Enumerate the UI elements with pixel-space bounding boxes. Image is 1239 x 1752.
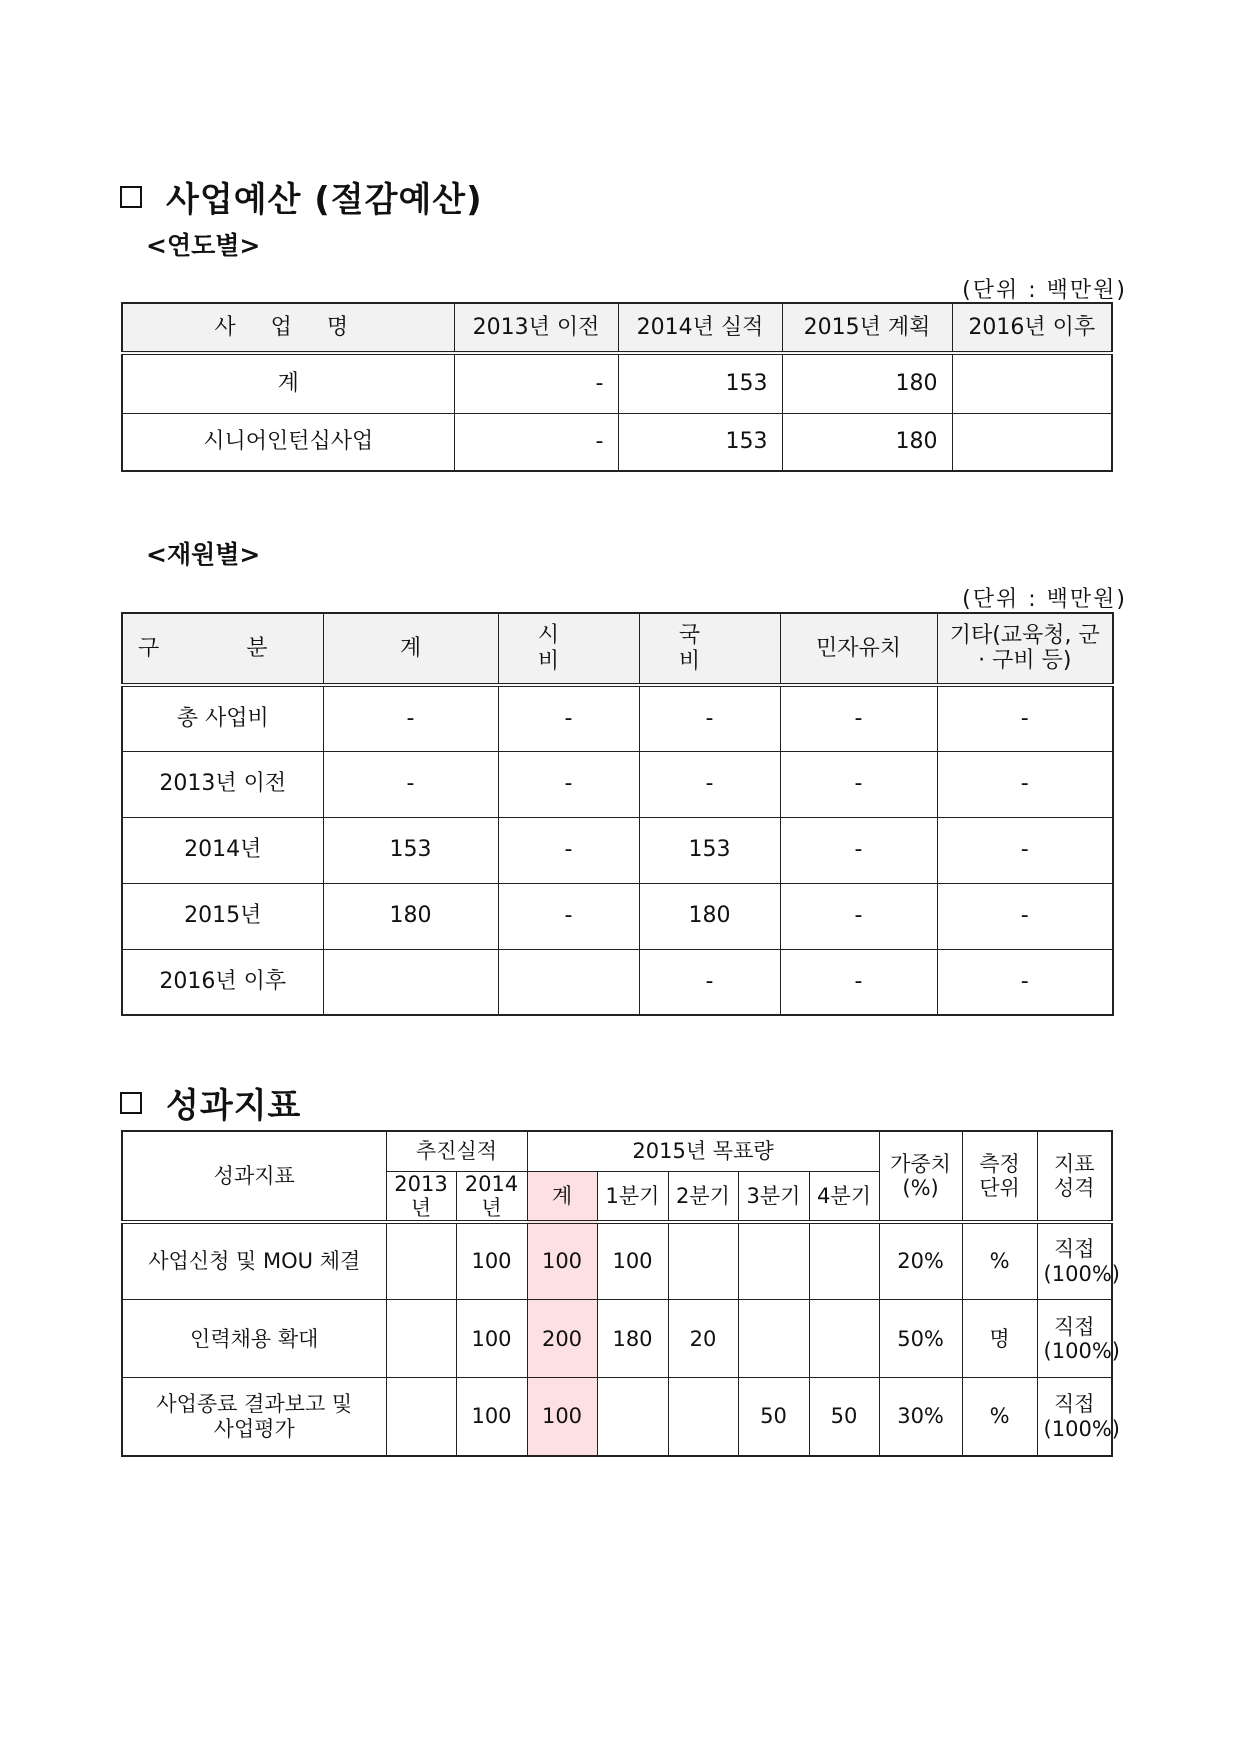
value-cell [386,1378,456,1456]
indicator-name: 사업신청 및 MOU 체결 [122,1222,386,1300]
value-cell: 100 [597,1222,668,1300]
value-cell: 20 [668,1300,738,1378]
budget-section-title [120,172,483,221]
header-cell: 민자유치 [780,613,937,685]
value-cell: 100 [527,1378,597,1456]
header-cell: 사 업 명 [122,303,454,353]
nature-label: 직접 [1054,1314,1095,1339]
value-cell: - [937,685,1113,751]
value-cell: 50 [738,1378,809,1456]
table-row [122,883,1113,949]
row-label: 2014년 [122,817,323,883]
nature-cell [1037,1378,1120,1456]
header-cell: 시 비 [498,613,639,685]
checkbox-square-icon [120,186,142,208]
row-label: 2013년 이전 [122,751,323,817]
value-cell: 153 [323,817,498,883]
value-cell: - [639,949,780,1015]
header-cell: 계 [527,1171,597,1222]
by-source-header-row [122,613,1113,685]
nature-cell [1037,1300,1120,1378]
value-cell [668,1222,738,1300]
indicator-name: 사업종료 결과보고 및 사업평가 [122,1378,386,1456]
value-cell: 100 [527,1222,597,1300]
value-cell: 180 [639,883,780,949]
header-cell: 측정 단위 [962,1131,1037,1222]
header-cell: 2013년 [386,1171,456,1222]
row-label: 2015년 [122,883,323,949]
value-cell: - [498,685,639,751]
header-cell: 1분기 [597,1171,668,1222]
value-cell: 100 [456,1300,527,1378]
table-row [122,817,1113,883]
value-cell: 50 [809,1378,879,1456]
table-row [122,353,1112,413]
value-cell [386,1222,456,1300]
by-source-table [121,612,1114,1016]
value-cell: 180 [782,413,952,471]
value-cell: - [323,685,498,751]
row-label: 2016년 이후 [122,949,323,1015]
value-cell: - [780,751,937,817]
header-cell: 국 비 [639,613,780,685]
value-cell [323,949,498,1015]
value-cell: - [937,751,1113,817]
table-row [122,1378,1112,1456]
header-cell: 지표 성격 [1037,1131,1112,1222]
value-cell [597,1378,668,1456]
table-row [122,949,1113,1015]
value-cell: - [780,817,937,883]
value-cell: - [780,685,937,751]
nature-percent: (100%) [1043,1338,1120,1363]
header-cell: 기타(교육청, 군 · 구비 등) [937,613,1113,685]
nature-percent: (100%) [1043,1416,1120,1441]
value-cell: 명 [962,1300,1037,1378]
header-cell: 2분기 [668,1171,738,1222]
row-label: 총 사업비 [122,685,323,751]
performance-header-row-1 [122,1131,1112,1171]
value-cell [952,353,1112,413]
header-cell: 2014년 실적 [618,303,782,353]
header-cell: 3분기 [738,1171,809,1222]
value-cell [498,949,639,1015]
by-year-unit: (단위 : 백만원) [962,278,1127,303]
table-row [122,685,1113,751]
performance-table [121,1130,1120,1457]
header-cell: 구 분 [122,613,323,685]
value-cell: - [498,883,639,949]
value-cell: - [639,685,780,751]
value-cell: 100 [456,1378,527,1456]
value-cell: 180 [782,353,952,413]
nature-label: 직접 [1054,1237,1095,1262]
header-cell: 2013년 이전 [454,303,618,353]
nature-label: 직접 [1054,1392,1095,1417]
value-cell: 30% [879,1378,962,1456]
header-cell: 2016년 이후 [952,303,1112,353]
header-cell: 가중치 (%) [879,1131,962,1222]
table-row [122,413,1112,471]
by-source-unit: (단위 : 백만원) [962,587,1127,612]
budget-title-text: 사업예산 (절감예산) [166,180,483,220]
header-cell: 성과지표 [122,1131,386,1222]
value-cell: 180 [597,1300,668,1378]
header-cell: 4분기 [809,1171,879,1222]
value-cell [386,1300,456,1378]
value-cell: 153 [639,817,780,883]
value-cell: - [937,883,1113,949]
value-cell: - [454,413,618,471]
value-cell [809,1222,879,1300]
value-cell: - [454,353,618,413]
value-cell: % [962,1378,1037,1456]
by-year-subtitle: <연도별> [146,231,261,260]
row-label: 계 [122,353,454,413]
performance-title-text: 성과지표 [166,1086,302,1126]
header-cell: 2014년 [456,1171,527,1222]
by-year-table [121,302,1113,472]
nature-percent: (100%) [1043,1261,1120,1286]
nature-cell [1037,1222,1120,1300]
header-cell: 2015년 목표량 [527,1131,879,1171]
header-cell: 계 [323,613,498,685]
value-cell: 153 [618,413,782,471]
value-cell: - [937,949,1113,1015]
value-cell: 200 [527,1300,597,1378]
value-cell [738,1222,809,1300]
value-cell [668,1378,738,1456]
value-cell: - [937,817,1113,883]
value-cell: - [323,751,498,817]
indicator-name: 인력채용 확대 [122,1300,386,1378]
value-cell [952,413,1112,471]
checkbox-square-icon [120,1092,142,1114]
value-cell: 180 [323,883,498,949]
value-cell [738,1300,809,1378]
header-cell: 2015년 계획 [782,303,952,353]
value-cell: 50% [879,1300,962,1378]
value-cell: - [498,817,639,883]
value-cell: % [962,1222,1037,1300]
table-row [122,1300,1112,1378]
value-cell: - [639,751,780,817]
value-cell: - [498,751,639,817]
value-cell: 100 [456,1222,527,1300]
value-cell: 20% [879,1222,962,1300]
performance-section-title [120,1078,301,1127]
header-cell: 추진실적 [386,1131,527,1171]
value-cell: - [780,883,937,949]
table-row [122,751,1113,817]
by-year-header-row [122,303,1112,353]
value-cell: - [780,949,937,1015]
row-label: 시니어인턴십사업 [122,413,454,471]
by-source-subtitle: <재원별> [146,540,261,569]
table-row [122,1222,1112,1300]
value-cell: 153 [618,353,782,413]
value-cell [809,1300,879,1378]
